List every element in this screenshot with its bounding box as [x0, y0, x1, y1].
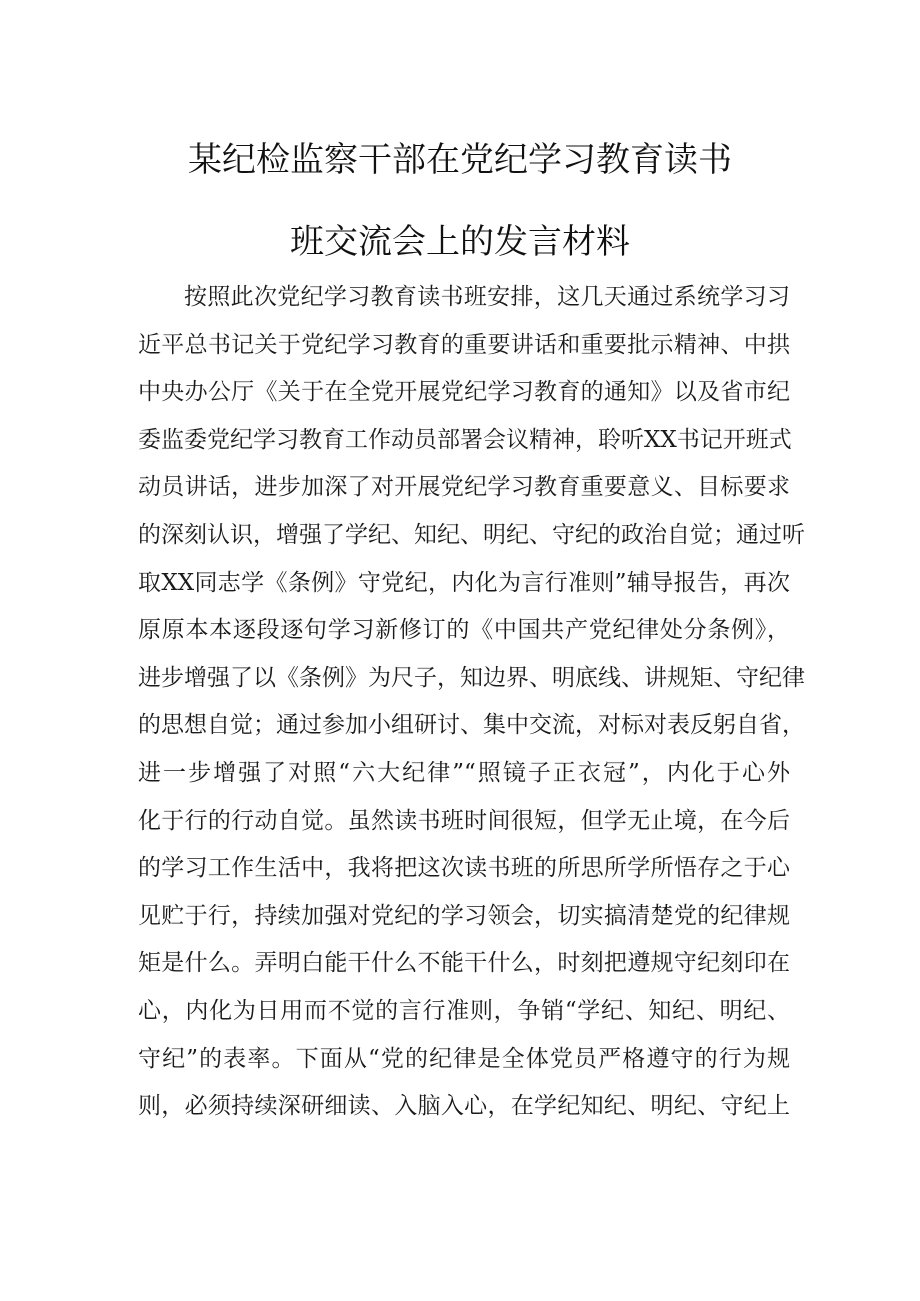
document-title-line-2: 班交流会上的发言材料	[290, 222, 630, 262]
body-line: 进一步增强了对照“六大纪律”“照镜子正衣冠”，内化于心外	[138, 759, 790, 786]
body-line: 的学习工作生活中，我将把这次读书班的所思所学所悟存之于心	[138, 855, 790, 882]
document-body	[138, 274, 805, 1131]
body-line: 委监委党纪学习教育工作动员部署会议精神，聆听XX书记开班式	[138, 426, 792, 453]
body-line: 化于行的行动自觉。虽然读书班时间很短，但学无止境，在今后	[138, 807, 790, 834]
document-title-line-1: 某纪检监察干部在党纪学习教育读书	[188, 140, 732, 180]
body-line: 近平总书记关于党纪学习教育的重要讲话和重要批示精神、中拱	[138, 331, 790, 358]
body-line: 心，内化为日用而不觉的言行准则，争销“学纪、知纪、明纪、	[138, 997, 790, 1024]
body-line: 的思想自觉；通过参加小组研讨、集中交流，对标对表反躬自省，	[138, 712, 805, 739]
body-line: 守纪”的表率。下面从“党的纪律是全体党员严格遵守的行为规	[138, 1045, 790, 1072]
body-line: 进步增强了以《条例》为尺子，知边界、明底线、讲规矩、守纪律	[138, 664, 805, 691]
body-line: 中央办公厅《关于在全党开展党纪学习教育的通知》以及省市纪	[138, 379, 790, 406]
body-line: 矩是什么。弄明白能干什么不能干什么，时刻把遵规守纪刻印在	[138, 950, 790, 977]
body-line: 见贮于行，持续加强对党纪的学习领会，切实搞清楚党的纪律规	[138, 902, 790, 929]
body-line: 原原本本逐段逐句学习新修订的《中国共产党纪律处分条例》，	[138, 617, 790, 644]
body-line: 取XX同志学《条例》守党纪，内化为言行准则”辅导报告，再次	[138, 569, 790, 596]
body-line: 的深刻认识，增强了学纪、知纪、明纪、守纪的政治自觉；通过听	[138, 521, 805, 548]
body-line: 按照此次党纪学习教育读书班安排，这几天通过系统学习习	[184, 284, 790, 310]
body-line: 则，必须持续深研细读、入脑入心，在学纪知纪、明纪、守纪上	[138, 1093, 790, 1120]
body-line: 动员讲话，进步加深了对开展党纪学习教育重要意义、目标要求	[138, 474, 790, 501]
